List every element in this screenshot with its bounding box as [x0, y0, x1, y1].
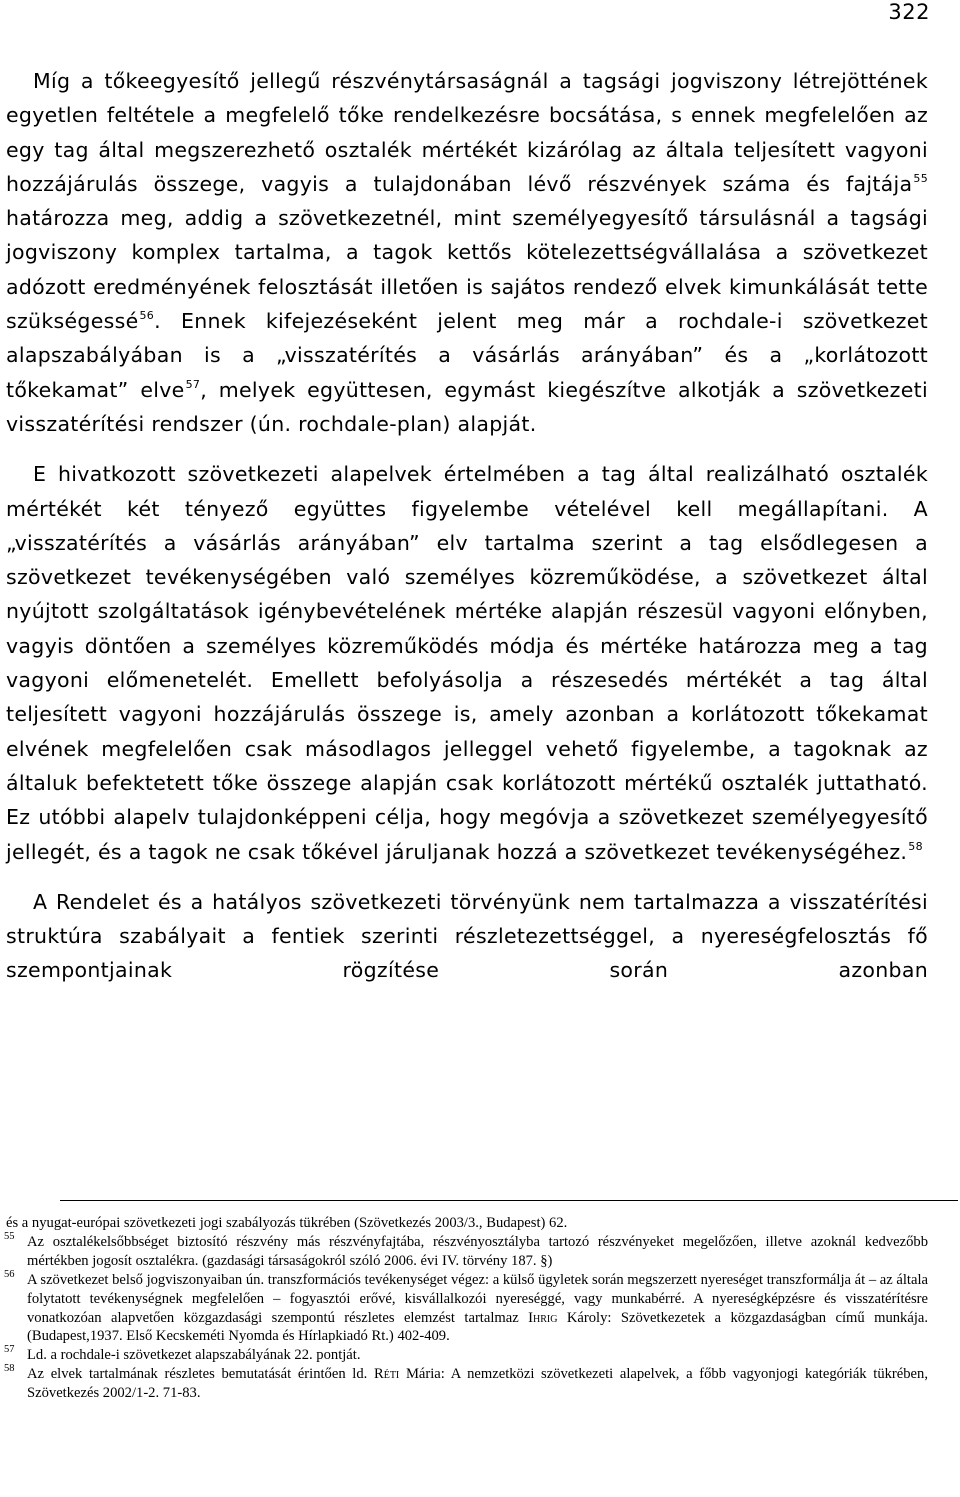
text-segment: határozza meg, addig a szövetkezetnél, mint személyegyesítő társulásnál a tagsági jogviszony komplex tartalma, a tagok kettős kötelezettségvállalása a szövetkezet adózott eredményének felosztását illetően is sajátos rendező elvek kimunkálását tette szükségessé: [6, 206, 928, 334]
text-segment: Míg a tőkeegyesítő jellegű részvénytársaságnál a tagsági jogviszony létrejöttének egyetlen feltétele a megfelelő tőke rendelkezésre bocsátása, s ennek megfelelően az egy tag által megszerezhető osztalék mértékét kizárólag az általa teljesített vagyoni hozzájárulás összege, vagyis a tulajdonában lévő részvények száma és fajtája: [6, 69, 928, 196]
author-name: Ihrig: [528, 1309, 558, 1326]
paragraph: [6, 885, 928, 988]
footnote-number: 57: [4, 1344, 15, 1356]
footnote-number: 56: [4, 1268, 15, 1280]
footnote-text: Ld. a rochdale-i szövetkezet alapszabályának 22. pontját.: [27, 1347, 361, 1364]
author-name: Réti: [373, 1366, 400, 1383]
footnote-ref: 56: [139, 309, 155, 323]
text-segment: . Ennek kifejezéseként jelent meg már a rochdale-i szövetkezet alapszabályában is a „visszatérítés a vásárlás arányában” és a „korlátozott tőkekamat” elve: [6, 309, 928, 402]
footnote-divider: [60, 1200, 958, 1201]
footnote-text-part: Károly: Szövetkezetek a közgazdaságban című munkája. (Budapest,1937. Első Kecskeméti Nyomda és Hírlapkiadó Rt.) 402-409.: [27, 1309, 928, 1345]
text-segment: A Rendelet és a hatályos szövetkezeti törvényünk nem tartalmazza a visszatérítési struktúra szabályait a fentiek szerinti részletezettséggel, a nyereségfelosztás fő szempontjainak rögzítése során azonban: [6, 889, 928, 983]
footnote-number: 55: [4, 1230, 15, 1242]
footnote-ref: 55: [913, 171, 928, 185]
footnote-text-part: Mária: A nemzetközi szövetkezeti alapelvek, a főbb vagyonjogi kategóriák tükrében, Szövetkezés 2002/1-2. 71-83.: [27, 1366, 928, 1402]
footnote-text-part: A szövetkezet belső jogviszonyaiban ún. transzformációs tevékenységet végez: a külső ügyletek során megszerzett nyereséget transzformálja át – az általa folytatott tevékenységnek megfelelően – fogyasztói erővé, kisvállalkozói nyereséggé, vagy munkabérré. A nyereségképzésre és visszatérítésre vonatkozóan alapvetően közgazdasági szempontú részletes elemzést tartalmaz: [27, 1271, 928, 1326]
footnote-58: [6, 1365, 928, 1403]
footnote-text-part: Az elvek tartalmának részletes bemutatását érintően ld.: [27, 1366, 374, 1383]
footnote-57: [6, 1346, 928, 1365]
footnotes: [6, 1214, 928, 1403]
footnote-56: [4, 1268, 928, 1347]
footnote-text: [6, 1365, 928, 1403]
footnote-text: [6, 1271, 928, 1347]
footnote-text: Az osztalékelsőbbséget biztosító részvény más részvényfajtába, részvényosztályba tartozó részvényeket megelőzően, illetve azoknál kedvezőbb mértékben jogosít osztalékra. (gazdasági társaságokról szóló 2006. évi IV. törvény 187. §): [27, 1233, 928, 1269]
main-text: [6, 64, 928, 988]
footnote-continuation: [6, 1214, 928, 1233]
footnote-ref: 57: [185, 377, 201, 391]
footnote-text: és a nyugat-európai szövetkezeti jogi szabályozás tükrében (Szövetkezés 2003/3., Budapest) 62.: [6, 1215, 568, 1231]
text-segment: E hivatkozott szövetkezeti alapelvek értelmében a tag által realizálható osztalék mértékét két tényező együttes figyelembe vételével kell megállapítani. A „visszatérítés a vásárlás arányában” elv tartalma szerint a tag elsődlegesen a szövetkezet tevékenységében való személyes közreműködése, a szövetkezet által nyújtott szolgáltatások igénybevételének mértéke alapján részesül vagyoni előnyben, vagyis döntően a személyes közreműködés módja és mértéke határozza meg a tag vagyoni előmenetelét. Emellett befolyásolja a részesedés mértékét a tag által teljesített vagyoni hozzájárulás összege is, amely azonban a korlátozott tőkekamat elvének megfelelően csak másodlagos jelleggel vehető figyelembe, a tagoknak az általuk befektetett tőke összege alapján csak korlátozott mértékű osztalék juttatható. Ez utóbbi alapelv tulajdonképpeni célja, hogy megóvja a szövetkezet személyegyesítő jellegét, és a tagok ne csak tőkével járuljanak hozzá a szövetkezet tevékenységéhez.: [6, 462, 928, 864]
paragraph: [6, 457, 928, 869]
text-segment: , melyek együttesen, egymást kiegészítve alkotják a szövetkezeti visszatérítési rendszer (ún. rochdale-plan) alapját.: [6, 377, 928, 436]
paragraph: [6, 64, 928, 441]
footnote-ref: 58: [908, 839, 923, 853]
page-number: 322: [888, 0, 930, 24]
footnote-number: 58: [4, 1363, 15, 1375]
footnote-55: [4, 1230, 928, 1271]
